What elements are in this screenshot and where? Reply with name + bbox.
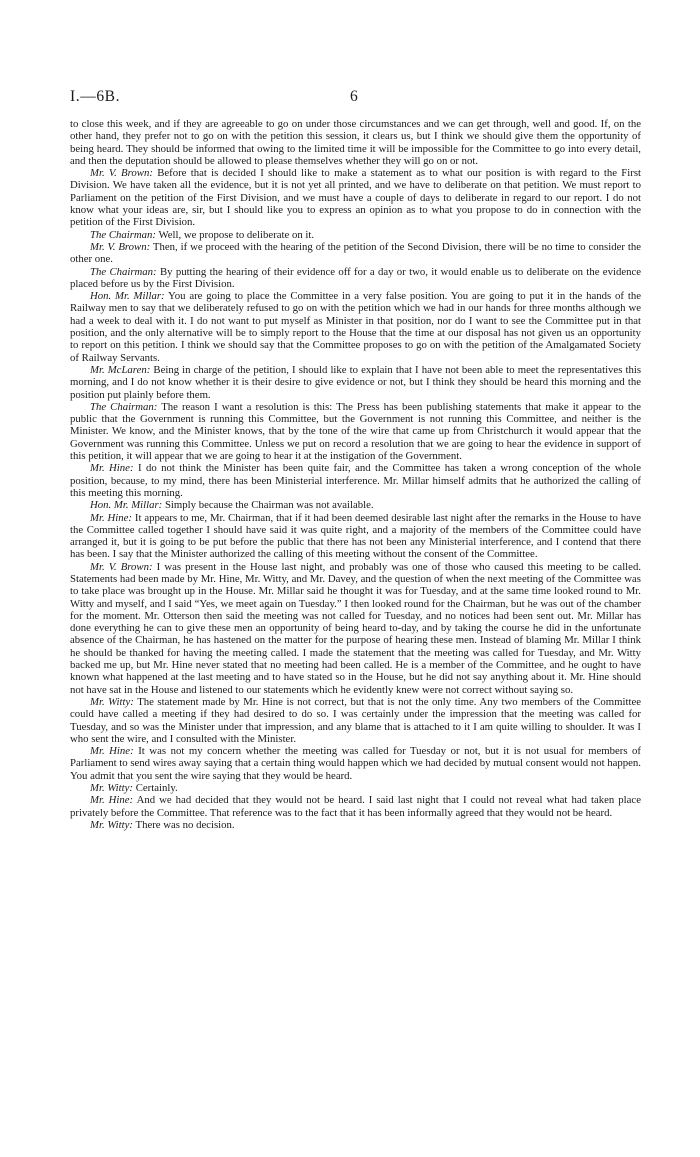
paragraph <box>70 401 641 462</box>
paragraph <box>70 696 641 745</box>
paragraph <box>70 512 641 561</box>
speaker-name: Mr. Witty: <box>90 818 133 831</box>
paragraph-text: to close this week, and if they are agreeable to go on under those circumstances and we can get through, well and good. If, on the other hand, they prefer not to go on with the petition this session, it clears us, but I think we should give them the opportunity of being heard. They should be informed that owing to the limited time it will be impossible for the Committee to go into every detail, and then the deputation should be allowed to please themselves whether they will go on or not. <box>70 118 641 167</box>
speaker-name: The Chairman: <box>90 228 156 241</box>
speaker-name: Mr. V. Brown: <box>90 167 153 180</box>
paragraph <box>70 241 641 266</box>
speaker-name: Mr. McLaren: <box>90 363 151 376</box>
paragraph-text: It appears to me, Mr. Chairman, that if it had been deemed desirable last night after the remarks in the House to have the Committee called together I should have said it was quite right, and a majority of the members of the Committee could have arranged it, but it is going to be put before the public that there has not been any Ministerial interference, and I contend that there has been. I say that the Minister authorized the calling of this meeting without the consent of the Committee. <box>70 511 641 561</box>
paragraph-text: Being in charge of the petition, I should like to explain that I have not been able to meet the representatives this morning, and I do not know whether it is their desire to give evidence or not, but I think they should be heard this morning and the position put plainly before them. <box>70 363 641 401</box>
speaker-name: Mr. Hine: <box>90 511 132 524</box>
speaker-name: Mr. Witty: <box>90 695 134 708</box>
paragraph <box>70 290 641 364</box>
paragraph-text: Simply because the Chairman was not available. <box>164 499 374 512</box>
paragraph-text: By putting the hearing of their evidence off for a day or two, it would enable us to deliberate on the evidence placed before us by the First Division. <box>70 265 642 290</box>
speaker-name: The Chairman: <box>90 400 158 413</box>
speaker-name: Hon. Mr. Millar: <box>90 499 163 512</box>
speaker-name: Mr. Hine: <box>90 745 134 758</box>
paragraph <box>70 745 641 782</box>
page-number: 6 <box>350 88 358 105</box>
paragraph <box>70 782 641 794</box>
paragraph-text: I do not think the Minister has been quite fair, and the Committee has taken a wrong conception of the whole position, because, to my mind, there has been Ministerial interference. Mr. Millar himself admits that he authorized the calling of this meeting this morning. <box>70 462 641 499</box>
paragraph-text: Before that is decided I should like to make a statement as to what our position is with regard to the First Division. We have taken all the evidence, but it is not yet all printed, and we have to deliberate on that petition. We must report to Parliament on the petition of the First Division, and we must have a couple of days to deliberate in regard to our report. I do not know what your ideas are, sir, but I should like you to express an opinion as to what you propose to do in connection with the petition of the First Division. <box>70 167 642 229</box>
paragraph-text: Certainly. <box>135 782 178 795</box>
paragraph-text: There was no decision. <box>135 818 235 831</box>
paragraph <box>70 118 641 167</box>
paragraph <box>70 229 641 241</box>
speaker-name: Hon. Mr. Millar: <box>90 290 165 303</box>
paragraph-text: I was present in the House last night, and probably was one of those who caused this meeting to be called. Statements had been made by Mr. Hine, Mr. Witty, and Mr. Davey, and the question of when the next meeting of the Committee was to take place was brought up in the House. Mr. Millar said he thought it was for Tuesday, and at the same time looked round to Mr. Witty and myself, and I said “Yes, we meet again on Tuesday.” I then looked round for the Chairman, but he was out of the chamber for the moment. Mr. Otterson then said the meeting was not called for Tuesday, and no notices had been sent out. Mr. Millar has done everything he can to give these men an opportunity of being heard to-day, and by taking the course he did in the unfortunate absence of the Chairman, he has hastened on the matter for the purpose of hearing these men. Instead of blaming Mr. Millar I think he should be thanked for having the meeting called. I made the statement that the meeting was called for Tuesday, and Mr. Witty backed me up, but Mr. Hine never stated that no meeting had been called. He is a member of the Committee, and he ought to have known what happened at the last meeting and to have stated so in the House, but he did not say anything about it. Mr. Hine should not have sat in the House and listened to our statements which he evidently knew were not correct without saying so. <box>70 560 642 696</box>
speaker-name: Mr. V. Brown: <box>90 240 151 253</box>
paragraph <box>70 561 641 696</box>
speaker-name: Mr. Hine: <box>90 462 134 475</box>
speaker-name: Mr. V. Brown: <box>90 560 153 573</box>
paper-reference: I.—6B. <box>70 88 121 105</box>
speaker-name: Mr. Hine: <box>90 794 134 807</box>
paragraph <box>70 364 641 401</box>
document-body <box>70 118 641 831</box>
paragraph-text: And we had decided that they would not be heard. I said last night that I could not reveal what had taken place privately before the Committee. That reference was to the fact that it has been informally agreed that they would not be heard. <box>70 794 641 819</box>
paragraph <box>70 499 641 511</box>
paragraph <box>70 266 641 291</box>
paragraph-text: The statement made by Mr. Hine is not correct, but that is not the only time. Any two members of the Committee could have called a meeting if they had desired to do so. I was certainly under the impression that the meeting was called for Tuesday, and so was the Minister under that impression, and any blame that is attached to it I am quite willing to shoulder. It was I who sent the wire, and I consulted with the Minister. <box>70 695 641 745</box>
paragraph <box>70 819 641 831</box>
paragraph-text: Then, if we proceed with the hearing of the petition of the Second Division, there will be no time to consider the other one. <box>70 240 641 266</box>
paragraph <box>70 794 641 819</box>
paragraph <box>70 462 641 499</box>
speaker-name: The Chairman: <box>90 265 157 278</box>
speaker-name: Mr. Witty: <box>90 782 133 795</box>
paragraph-text: Well, we propose to deliberate on it. <box>158 228 315 241</box>
page-header <box>70 88 640 110</box>
paragraph-text: It was not my concern whether the meeting was called for Tuesday or not, but it is not usual for members of Parliament to send wires away saying that a certain thing would happen which we had decided by mutual consent would not happen. You admit that you sent the wire saying that they would be heard. <box>70 745 641 782</box>
paragraph-text: The reason I want a resolution is this: The Press has been publishing statements that make it appear to the public that the Government is running this Committee, but the Government is not running this Committee, and neither is the Minister. We know, and the Minister knows, that by the tone of the wire that came up from Christchurch it would appear that the Government was running this Committee. Unless we put on record a resolution that we are going to hear the evidence in support of this petition, it will appear that we are going to hear it at the instigation of the Government. <box>70 400 641 463</box>
paragraph <box>70 167 641 228</box>
paragraph-text: You are going to place the Committee in a very false position. You are going to put it in the hands of the Railway men to say that we deliberately refused to go on with the petition which we had in our hands for three months although we had a week to deal with it. I do not want to put myself as Minister in that position, nor do I want to see the Committee put in that position, and the only alternative will be to simply report to the House that the time at our disposal has not given us an opportunity to report on this petition. I think we should say that the Committee proposes to go on with the petition of the Amalgamated Society of Railway Servants. <box>70 290 641 364</box>
